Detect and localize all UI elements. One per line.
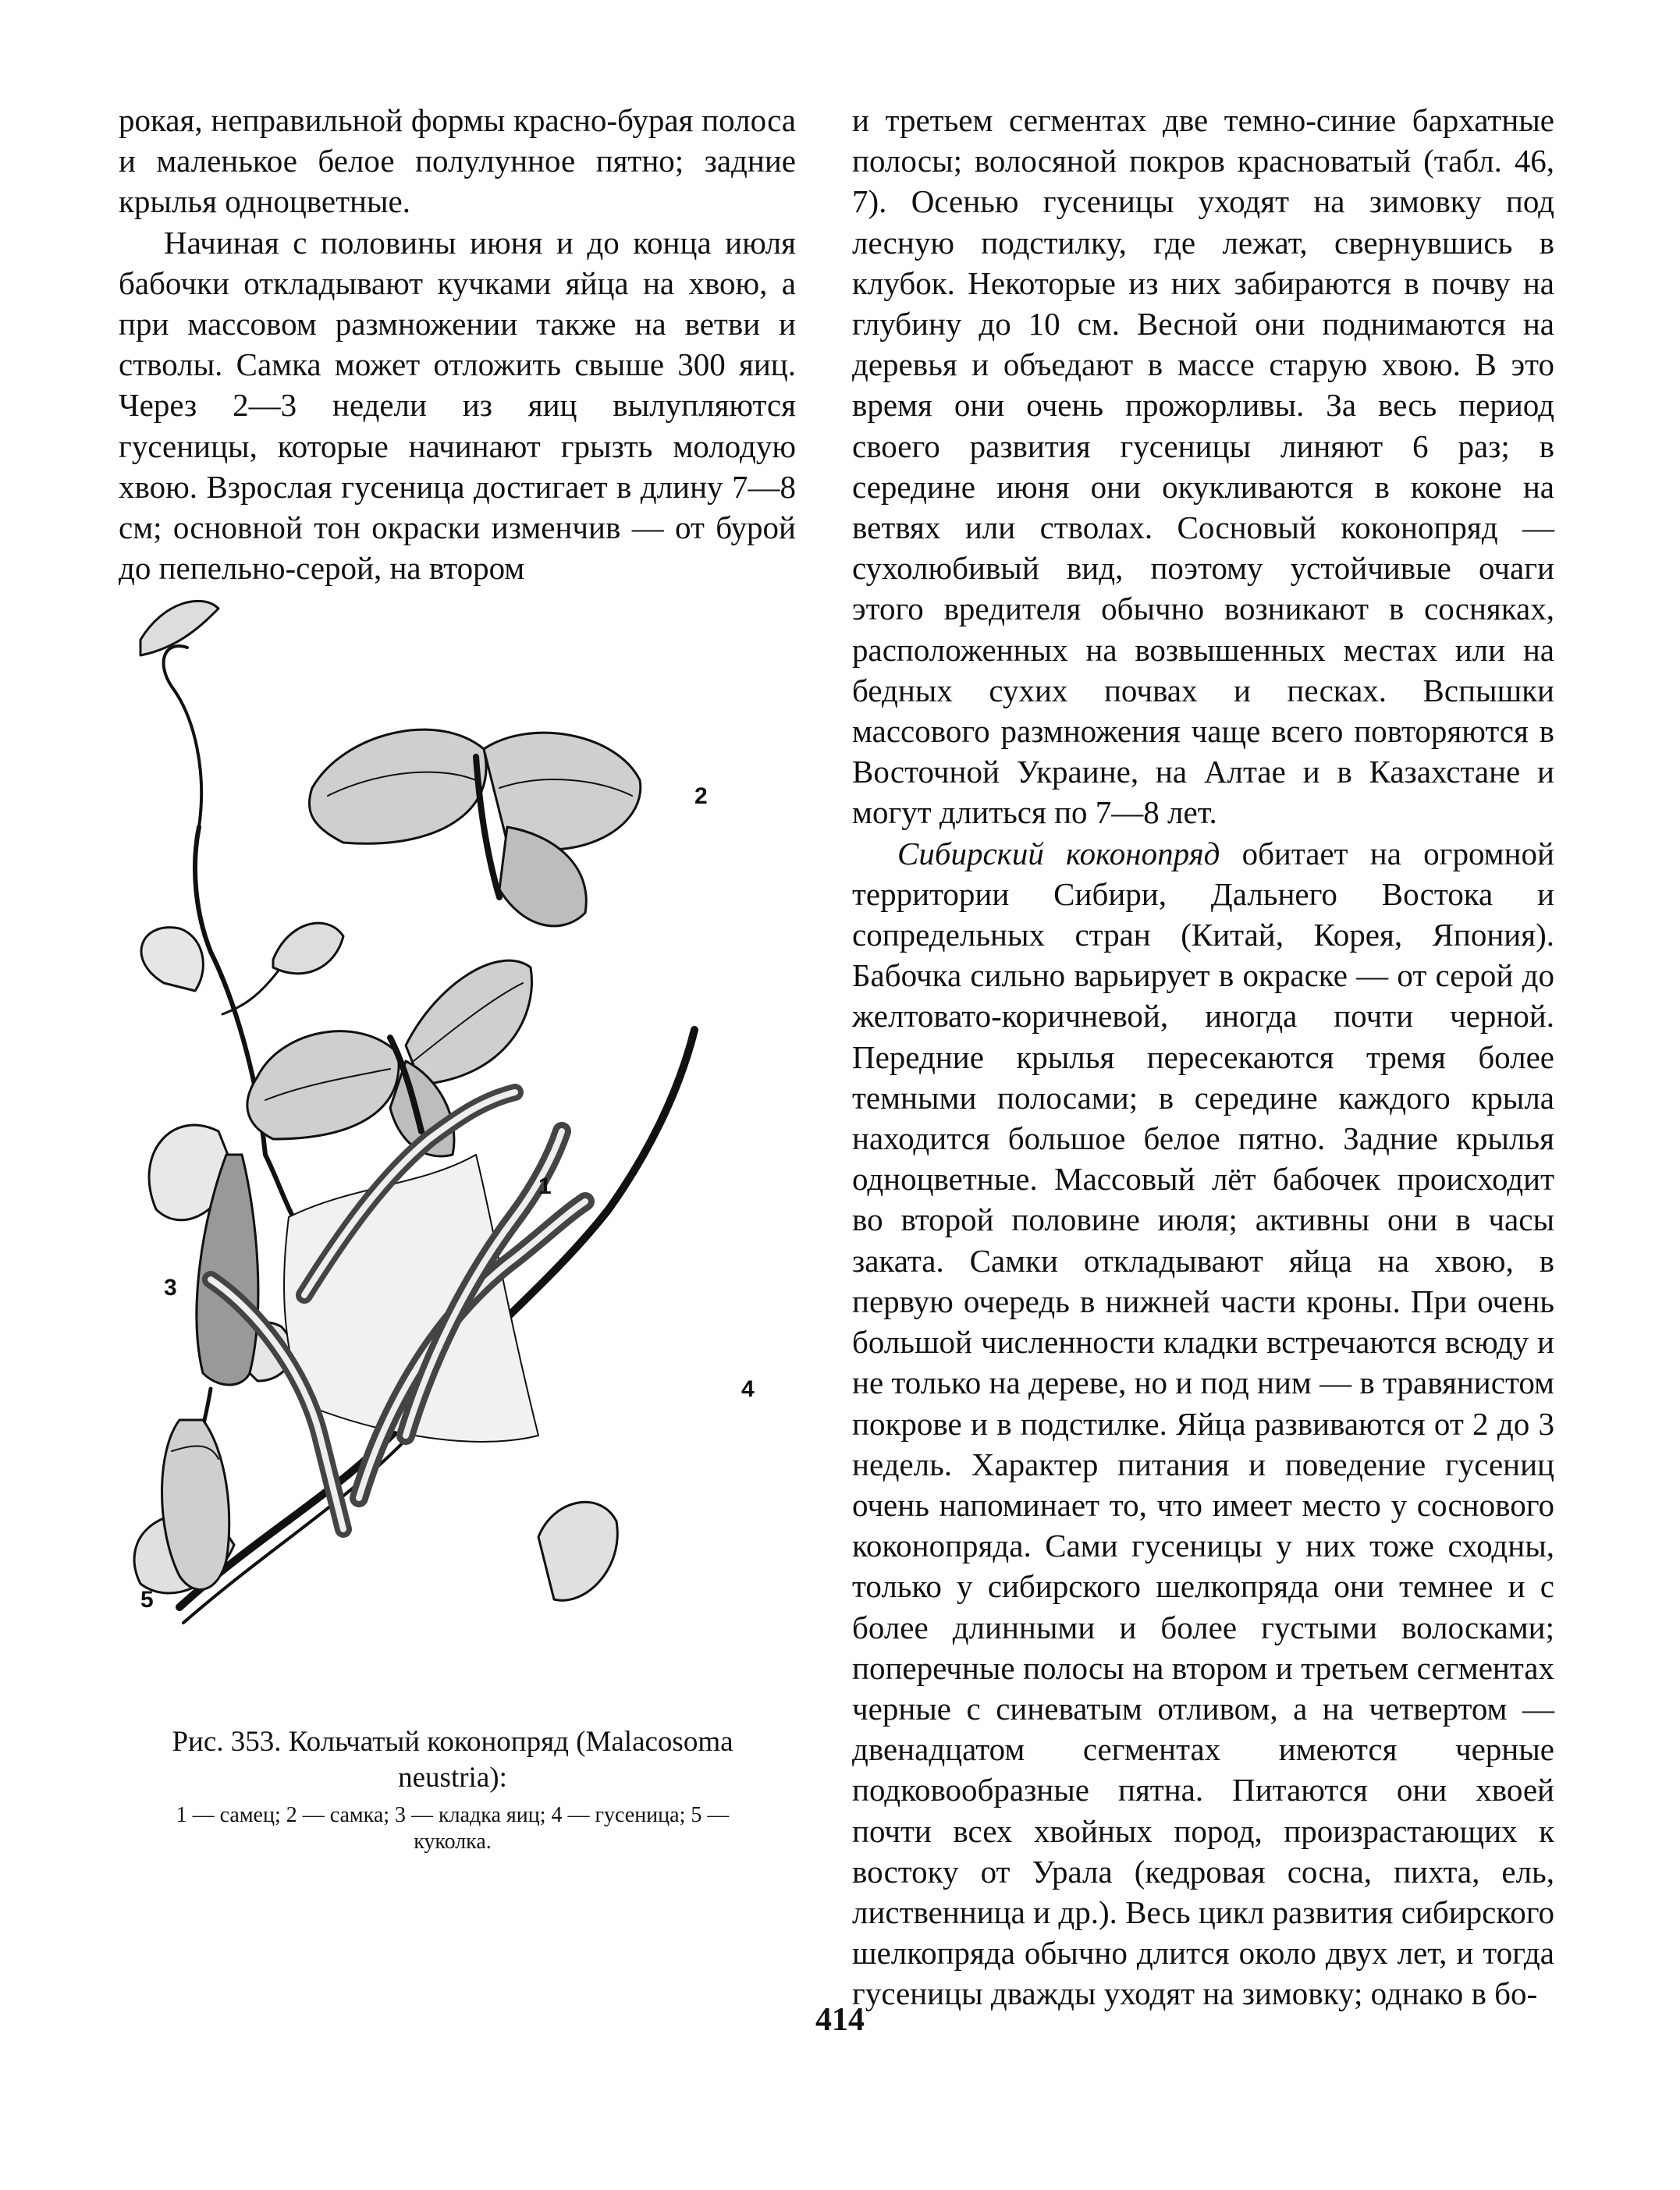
right-paragraph-siberian-moth — [852, 833, 1554, 2014]
left-paragraph-continued: рокая, неправильной формы красно-бурая полоса и маленькое белое полулунное пятно; задние крылья одноцветные. — [119, 102, 796, 220]
figure-label-2: 2 — [694, 783, 708, 809]
leaf-left — [141, 928, 203, 991]
figure-label-4: 4 — [741, 1376, 755, 1402]
figure-illustration — [140, 593, 796, 1685]
moth-male — [247, 960, 532, 1156]
moth-female — [309, 729, 640, 926]
siberian-moth-description: обитает на огромной территории Сибири, Дальнего Востока и сопредельных стран (Китай, Корея, Япония). Бабочка сильно варьирует в окраске — от серой до желтовато-коричневой, иногда почти черной. Передние крылья пересекаются тремя более темными полосами; в середине каждого крыла находится большое белое пятно. Задние крылья одноцветные. Массовый лёт бабочек происходит во второй половине июля; активны они в часы заката. Самки откладывают яйца на хвою, в первую очередь в нижней части кроны. При очень большой численности кладки встречаются всюду и не только на дереве, но и под ним — в травянистом покрове и в подстилке. Яйца развиваются от 2 до 3 недель. Характер питания и поведение гусениц очень напоминает то, что имеет место у соснового коконопряда. Сами гусеницы у них тоже сходны, только у сибирского шелкопряда они темнее и с более длинными и более густыми волосками; поперечные полосы на втором и третьем сегментах черные с синеватым отливом, а на четвертом — двенадцатом сегментах имеются черные подковообразные пятна. Питаются они хвоей почти всех хвойных пород, произрастающих к востоку от Урала (кедровая сосна, пихта, ель, лиственница и др.). Весь цикл развития сибирского шелкопряда обычно длится около двух лет, и тогда гусеницы дважды уходят на зимовку; однако в бо- — [852, 835, 1554, 2012]
caption-title: Рис. 353. Кольчатый коконопряд (Malacosoma neustria): — [172, 1726, 733, 1794]
left-text-column — [119, 100, 796, 588]
left-paragraph-egg-laying: Начиная с половины июня и до конца июля бабочки откладывают кучками яйца на хвою, а при массовом размножении также на ветви и стволы. Самка может отложить свыше 300 яиц. Через 2—3 недели из яиц вылупляются гусеницы, которые начинают грызть молодую хвою. Взрослая гусеница достигает в длину 7—8 см; основной тон окраски изменчив — от бурой до пепельно-серой, на втором — [119, 224, 796, 587]
figure-caption — [142, 1724, 763, 1855]
right-text-column — [852, 100, 1554, 2014]
right-paragraph-pine-moth: и третьем сегментах две темно-синие бархатные полосы; волосяной покров красноватый (табл. 46, 7). Осенью гусеницы уходят на зимовку под лесную подстилку, где лежат, свернувшись в клубок. Некоторые из них забираются в почву на глубину до 10 см. Весной они поднимаются на деревья и объедают в массе старую хвою. В это время они очень прожорливы. За весь период своего развития гусеницы линяют 6 раз; в середине июня они окукливаются в коконе на ветвях или стволах. Сосновый коконопряд — сухолюбивый вид, поэтому устойчивые очаги этого вредителя обычно возникают в сосняках, расположенных на возвышенных местах или на бедных сухих почвах и песках. Вспышки массового размножения чаще всего повторяются в Восточной Украине, на Алтае и в Казахстане и могут длиться по 7—8 лет. — [852, 102, 1554, 831]
caption-legend: 1 — самец; 2 — самка; 3 — кладка яиц; 4 — гусеница; 5 — куколка. — [176, 1803, 730, 1854]
figure-label-3: 3 — [164, 1275, 177, 1301]
species-name-siberian: Сибирский коконопряд — [897, 835, 1220, 871]
figure-label-5: 5 — [140, 1587, 154, 1613]
figure-label-1: 1 — [538, 1173, 552, 1199]
leaf-bottom-right — [538, 1502, 617, 1600]
page-number: 414 — [815, 2002, 865, 2038]
figure-malacosoma-neustria — [140, 593, 796, 1685]
